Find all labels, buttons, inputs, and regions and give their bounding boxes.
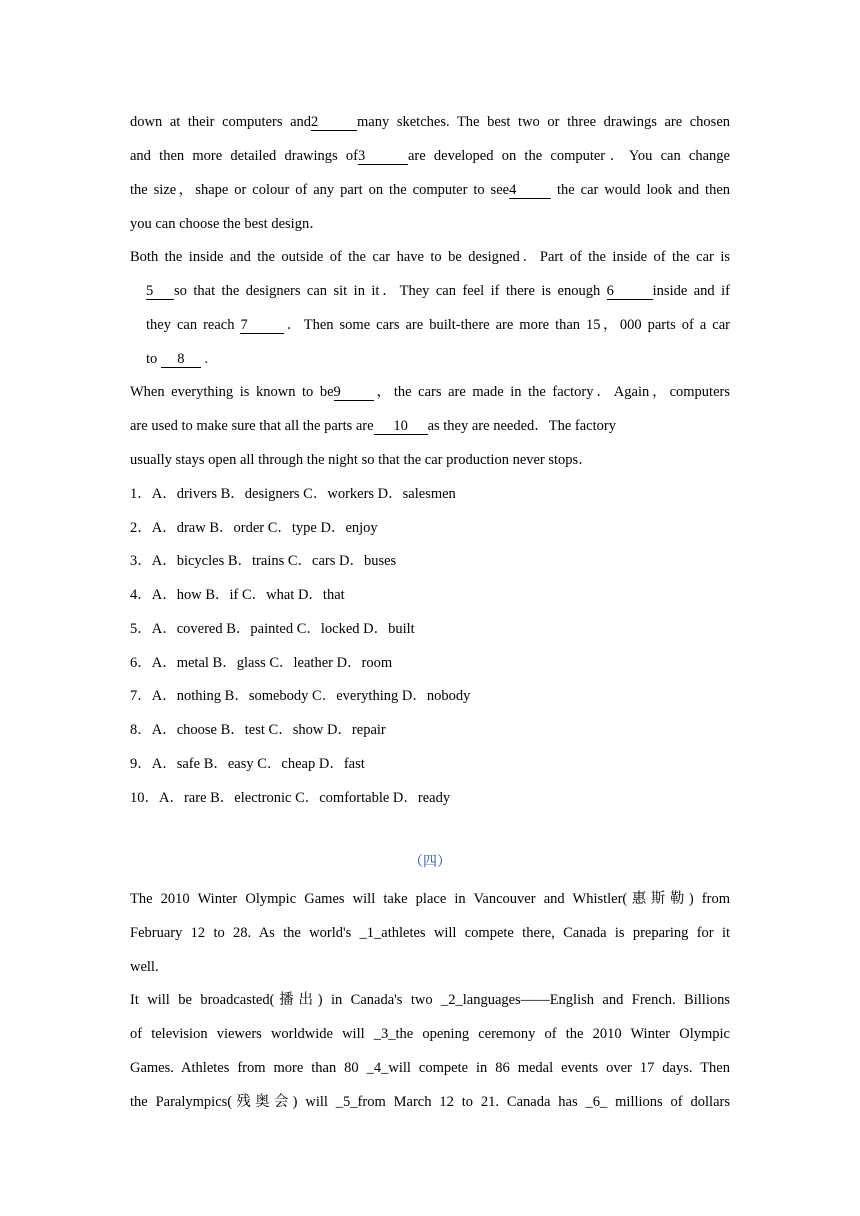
question-3: 3．A．bicycles B．trains C．cars D．buses [130, 553, 397, 569]
text: . [200, 351, 209, 367]
passage4-line-2: February 12 to 28. As the world's _1_athletes will compete there, Canada is preparing for it [130, 925, 730, 941]
question-5: 5．A．covered B．painted C．locked D．built [130, 621, 415, 637]
text: ．Then some cars are built-there are more than 15，000 parts of a car [284, 317, 730, 333]
text: to [146, 351, 161, 367]
passage3-line-6 [146, 281, 730, 301]
passage3-line-3 [130, 180, 730, 200]
section-heading: （四） [409, 855, 451, 870]
passage3-line-9 [130, 382, 730, 402]
blank-6: 6 [607, 283, 653, 300]
passage4-line-4: It will be broadcasted(播出) in Canada's two _2_languages——English and French. Billions [130, 992, 730, 1008]
blank-4: 4 [509, 182, 551, 199]
question-4: 4．A．how B．if C．what D．that [130, 587, 345, 603]
question-8: 8．A．choose B．test C．show D．repair [130, 722, 386, 738]
passage3-line-1 [130, 112, 730, 132]
passage3-line-10 [130, 416, 730, 436]
text: as they are needed．The factory [427, 418, 616, 434]
text: many sketches. The best two or three drawings are chosen [357, 114, 731, 130]
passage4-line-6: Games. Athletes from more than 80 _4_will compete in 86 medal events over 17 days. Then [130, 1060, 730, 1076]
blank-5: 5 [146, 283, 174, 300]
question-10: 10．A．rare B．electronic C．comfortable D．ready [130, 790, 451, 806]
blank-2: 2 [311, 114, 357, 131]
text: are developed on the computer．You can change [407, 148, 730, 164]
passage3-line-7 [146, 315, 730, 335]
blank-3: 3 [358, 148, 408, 165]
text: ，the cars are made in the factory．Again，computers [373, 384, 730, 400]
passage3-line-5: Both the inside and the outside of the car have to be designed．Part of the inside of the car is [130, 249, 730, 265]
blank-8: 8 [161, 351, 201, 368]
passage4-line-7: the Paralympics(残奥会) will _5_from March 12 to 21. Canada has _6_ millions of dollars [130, 1094, 730, 1110]
blank-7: 7 [240, 317, 284, 334]
question-9: 9．A．safe B．easy C．cheap D．fast [130, 756, 365, 772]
text: down at their computers and [130, 114, 312, 130]
text: they can reach [146, 317, 241, 333]
question-2: 2．A．draw B．order C．type D．enjoy [130, 520, 378, 536]
passage3-line-11: usually stays open all through the night so that the car production never stops． [130, 452, 593, 468]
passage3-line-2 [130, 146, 730, 166]
passage3-line-8 [146, 349, 730, 369]
text: the car would look and then [551, 182, 731, 198]
passage4-line-5: of television viewers worldwide will _3_the opening ceremony of the 2010 Winter Olympic [130, 1026, 730, 1042]
blank-10: 10 [374, 418, 428, 435]
passage3-line-4: you can choose the best design． [130, 216, 324, 232]
passage4-line-3: well. [130, 959, 159, 975]
text: and then more detailed drawings of [130, 148, 358, 164]
text: inside and if [652, 283, 730, 299]
passage4-line-1: The 2010 Winter Olympic Games will take place in Vancouver and Whistler(惠斯勒) from [130, 891, 730, 907]
text: the size，shape or colour of any part on the computer to see [130, 182, 510, 198]
text: When everything is known to be [130, 384, 334, 400]
blank-9: 9 [334, 384, 374, 401]
text: so that the designers can sit in it．They can feel if there is enough [174, 283, 607, 299]
question-1: 1．A．drivers B．designers C．workers D．salesmen [130, 486, 456, 502]
question-7: 7．A．nothing B．somebody C．everything D．nobody [130, 688, 471, 704]
text: are used to make sure that all the parts are [130, 418, 374, 434]
question-6: 6．A．metal B．glass C．leather D．room [130, 655, 393, 671]
